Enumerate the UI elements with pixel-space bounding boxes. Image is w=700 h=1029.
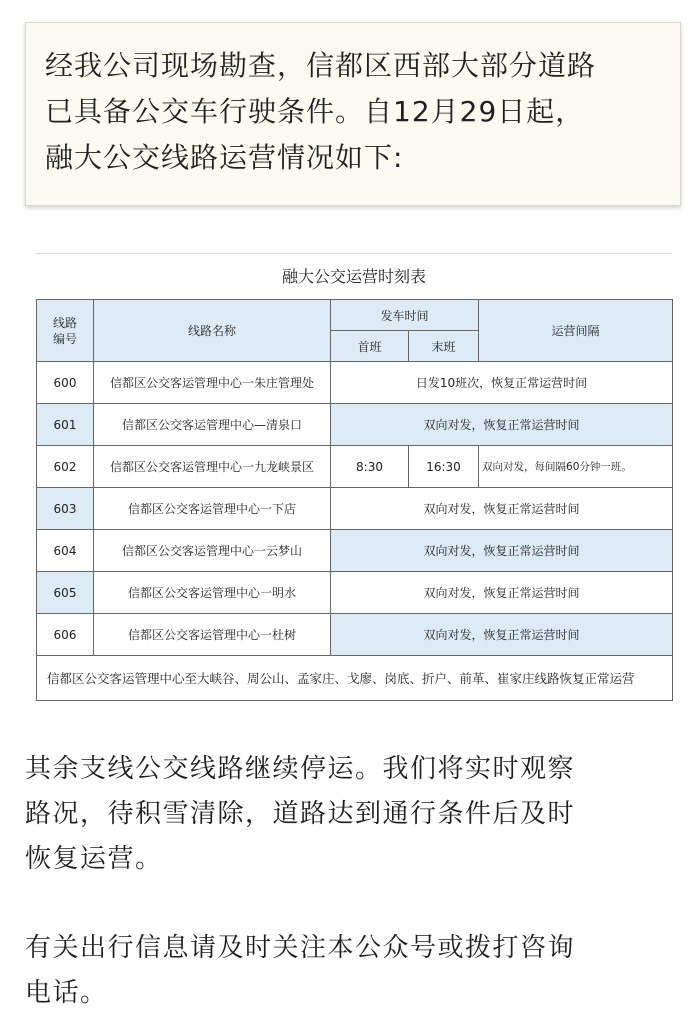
paragraph-line: 其余支线公交线路继续停运。我们将实时观察 <box>25 754 576 784</box>
notice-line-2: 已具备公交车行驶条件。自12月29日起， <box>45 95 585 128</box>
table-title: 融大公交运营时刻表 <box>281 267 426 286</box>
schedule-cell: 双向对发，恢复正常运营时间 <box>331 488 673 530</box>
paragraph-line: 有关出行信息请及时关注本公众号或拨打咨询 <box>25 933 576 963</box>
line-name-cell: 信都区公交客运管理中心一朱庄管理处 <box>94 362 331 404</box>
header-first-bus: 首班 <box>331 331 409 362</box>
schedule-image <box>36 253 672 703</box>
paragraph-line: 恢复运营。 <box>25 844 163 874</box>
table-row <box>37 362 673 404</box>
paragraph-line: 路况，待积雪清除，道路达到通行条件后及时 <box>25 799 576 829</box>
schedule-cell: 双向对发，恢复正常运营时间 <box>331 614 673 656</box>
table-row <box>37 614 673 656</box>
header-depart-time: 发车时间 <box>331 300 479 331</box>
header-line-name: 线路名称 <box>94 300 331 362</box>
notice-box <box>25 22 681 206</box>
notice-line-3: 融大公交线路运营情况如下: <box>45 141 404 174</box>
paragraph-suspension <box>25 747 685 882</box>
line-name-cell: 信都区公交客运管理中心一九龙峡景区 <box>94 446 331 488</box>
line-no-cell: 605 <box>37 572 94 614</box>
line-no-cell: 604 <box>37 530 94 572</box>
line-name-cell: 信都区公交客运管理中心—清泉口 <box>94 404 331 446</box>
table-footer-row <box>37 656 673 701</box>
table-row <box>37 446 673 488</box>
schedule-cell: 双向对发，恢复正常运营时间 <box>331 572 673 614</box>
header-line-no-text: 线路编号 <box>52 315 77 346</box>
table-row <box>37 404 673 446</box>
line-no-cell: 603 <box>37 488 94 530</box>
schedule-cell: 日发10班次，恢复正常运营时间 <box>331 362 673 404</box>
line-no-cell: 602 <box>37 446 94 488</box>
footer-note: 信都区公交客运管理中心至大峡谷、周公山、孟家庄、戈廖、岗底、折户、前革、崔家庄线路恢复正常运营 <box>37 656 673 701</box>
line-name-cell: 信都区公交客运管理中心一明水 <box>94 572 331 614</box>
line-name-cell: 信都区公交客运管理中心一下店 <box>94 488 331 530</box>
line-no-cell: 600 <box>37 362 94 404</box>
schedule-cell: 双向对发，恢复正常运营时间 <box>331 404 673 446</box>
schedule-cell: 双向对发，恢复正常运营时间 <box>331 530 673 572</box>
interval-cell: 双向对发，每间隔60分钟一班。 <box>479 446 673 488</box>
schedule-table <box>36 299 673 701</box>
line-no-cell: 606 <box>37 614 94 656</box>
paragraph-contact <box>25 926 685 1016</box>
table-row <box>37 572 673 614</box>
last-bus-cell: 16:30 <box>409 446 479 488</box>
line-name-cell: 信都区公交客运管理中心一云梦山 <box>94 530 331 572</box>
line-no-cell: 601 <box>37 404 94 446</box>
paragraph-line: 电话。 <box>25 978 108 1008</box>
header-interval: 运营间隔 <box>479 300 673 362</box>
first-bus-cell: 8:30 <box>331 446 409 488</box>
header-line-no <box>37 300 94 362</box>
table-row <box>37 488 673 530</box>
notice-line-1: 经我公司现场勘查，信都区西部大部分道路 <box>45 49 597 82</box>
header-last-bus: 末班 <box>409 331 479 362</box>
line-name-cell: 信都区公交客运管理中心一杜树 <box>94 614 331 656</box>
table-row <box>37 530 673 572</box>
header-row <box>37 300 673 331</box>
